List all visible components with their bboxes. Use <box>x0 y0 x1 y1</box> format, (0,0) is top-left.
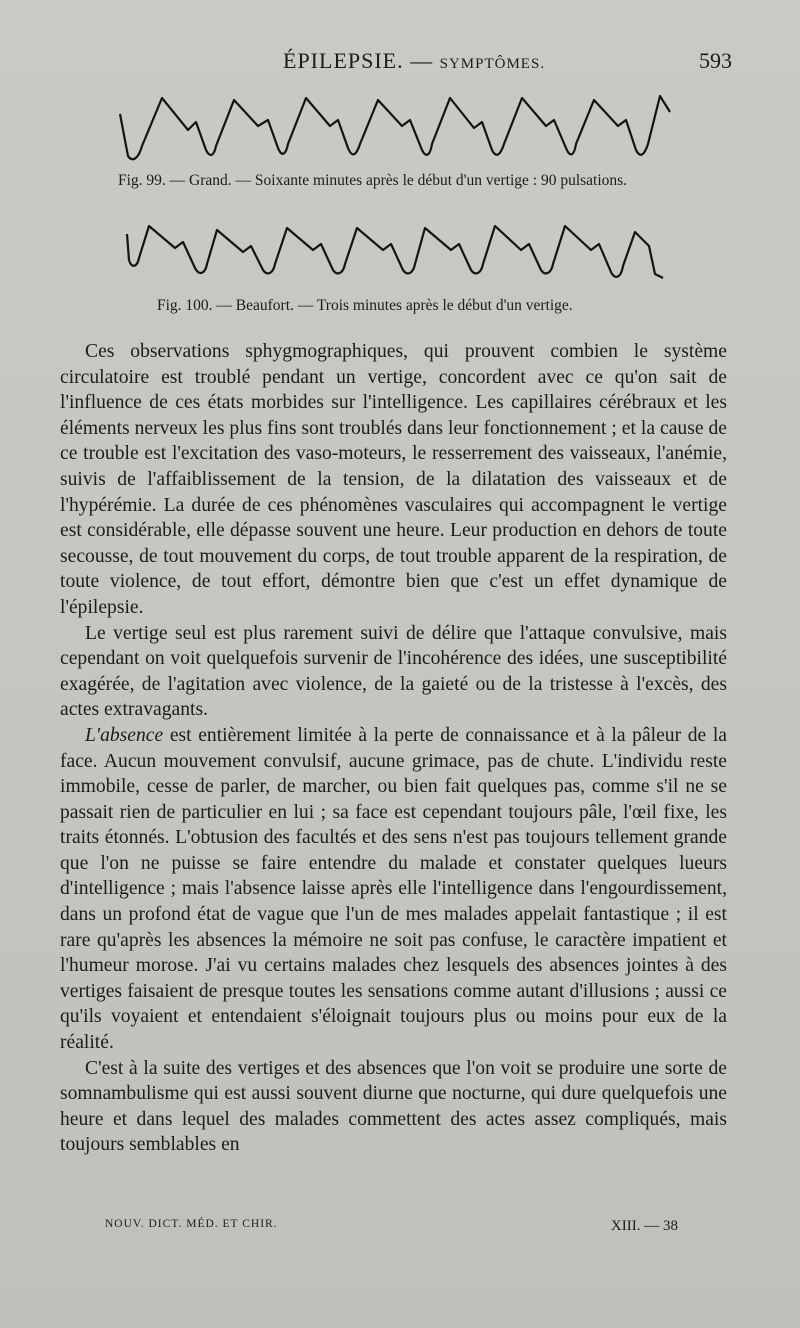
running-title-subtitle: SYMPTÔMES. <box>439 56 546 72</box>
running-head <box>0 44 800 78</box>
footer-volume: XIII. — 38 <box>610 1218 678 1234</box>
paragraph-text: est entièrement limitée à la perte de connaissance et à la pâleur de la face. Aucun mouvement convulsif, aucune grimace, pas de chute. L'individu reste immobile, cesse de parler, de marcher, ou bien fait quelques pas, comme s'il ne se passait rien de particulier en lui ; sa face est cependant toujours pâle, l'œil fixe, les traits étonnés. L'obtusion des facultés et des sens n'est pas toujours tellement grande que l'on ne puisse se faire entendre du malade et constater quelques lueurs d'intelligence ; mais l'absence laisse après elle l'intelligence dans l'engourdissement, dans un profond état de vague que l'un de mes malades appelait fantastique ; il est rare qu'après les absences la mémoire ne soit pas confuse, le caractère impatient et l'humeur morose. J'ai vu certains malades chez lesquels des absences jointes à des vertiges faisaient de presque toutes les sensations comme autant d'illusions ; aussi ce qu'ils voyaient et entendaient s'éloignait toujours plus ou moins pour eux de la réalité. <box>60 724 727 1054</box>
footer-signature: NOUV. DICT. MÉD. ET CHIR. <box>105 1218 278 1230</box>
figure-100-caption: Fig. 100. — Beaufort. — Trois minutes après le début d'un vertige. <box>157 297 573 314</box>
body-text <box>60 339 727 1158</box>
paragraph: Le vertige seul est plus rarement suivi de délire que l'attaque convulsive, mais cependant on voit quelquefois survenir de l'incohérence des idées, une susceptibilité exagérée, de l'agitation avec violence, de la gaieté ou de la tristesse à l'excès, des actes extravagants. <box>60 622 727 721</box>
page-number: 593 <box>699 48 732 73</box>
running-title <box>283 48 545 74</box>
running-title-separator: — <box>410 48 434 73</box>
paragraph: Ces observations sphygmographiques, qui prouvent combien le système circulatoire est troublé pendant un vertige, concordent avec ce qu'on sait de l'influence de ces états morbides sur l'intelligence. Les capillaires cérébraux et les éléments nerveux les plus fins sont troublés dans leur fonctionnement ; et la cause de ce trouble est l'excitation des vaso-moteurs, le resserrement des vaisseaux, l'anémie, suivis de l'affaiblissement de la tension, de la dilatation des vaisseaux et de l'hypérémie. La durée de ces phénomènes vasculaires qui accompagnent le vertige est considérable, elle dépasse souvent une heure. Leur production en dehors de toute secousse, de tout mouvement du corps, de tout trouble apparent de la respiration, de toute violence, de tout effort, démontre bien que c'est un effet dynamique de l'épilepsie. <box>60 341 727 618</box>
paragraph-lead-term: L'absence <box>85 724 164 746</box>
pulse-trace-icon <box>115 212 675 288</box>
paragraph <box>60 723 727 1056</box>
running-title-main: ÉPILEPSIE. <box>283 48 404 73</box>
paragraph: C'est à la suite des vertiges et des absences que l'on voit se produire une sorte de somnambulisme qui est aussi souvent diurne que nocturne, qui dure quelquefois une heure et dans lequel des malades commettent des actes assez compliqués, mais toujours semblables en <box>60 1057 727 1156</box>
page-footer <box>105 1218 678 1240</box>
figure-99-caption: Fig. 99. — Grand. — Soixante minutes après le début d'un vertige : 90 pulsations. <box>118 172 628 189</box>
pulse-trace-icon <box>110 86 680 166</box>
